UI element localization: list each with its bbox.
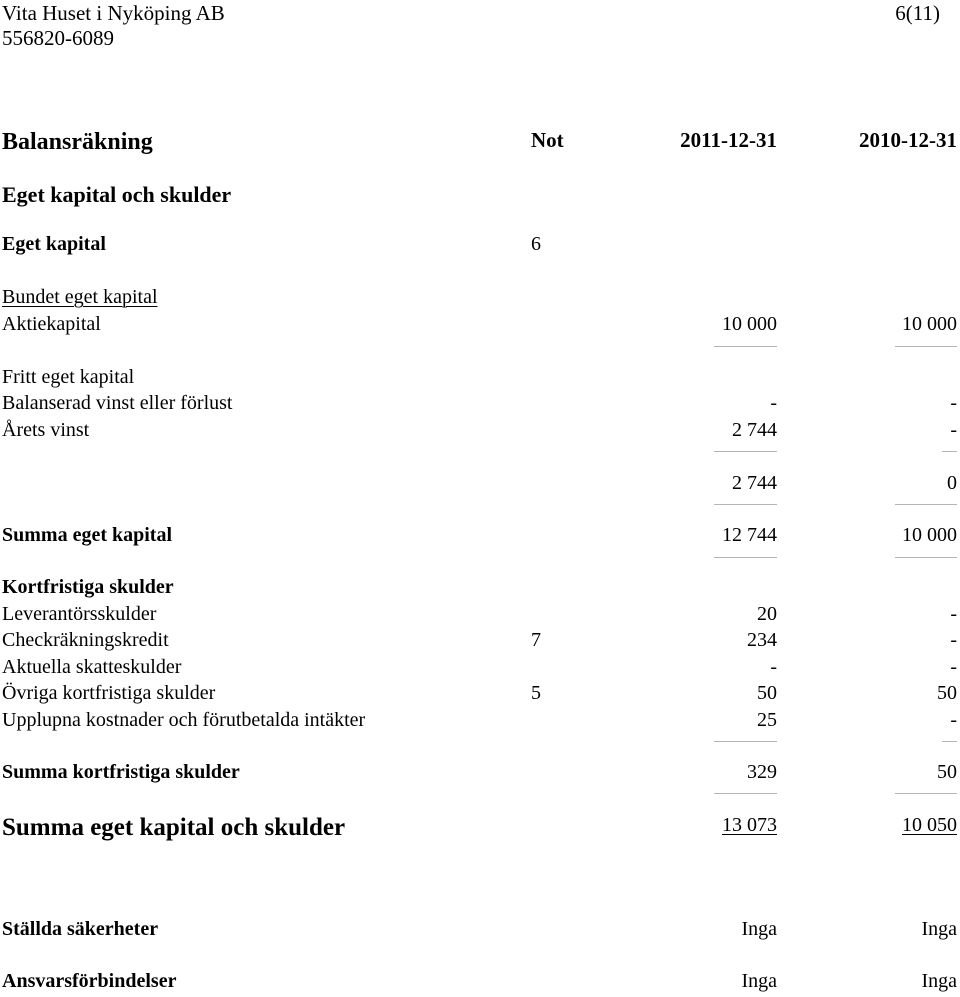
grand-total-2010: 10 050 bbox=[902, 814, 957, 836]
year2-column-header: 2010-12-31 bbox=[859, 128, 957, 152]
profit-2011: 2 744 bbox=[732, 419, 777, 441]
liability-row-2010: 50 bbox=[937, 682, 957, 704]
liability-row-label: Leverantörsskulder bbox=[2, 603, 157, 625]
liability-row-2011: 25 bbox=[757, 709, 777, 731]
share-capital-2010: 10 000 bbox=[902, 313, 957, 335]
liability-row-2011: - bbox=[770, 656, 777, 678]
share-capital-2011: 10 000 bbox=[722, 313, 777, 335]
company-name: Vita Huset i Nyköping AB bbox=[2, 1, 225, 25]
liability-row-2011: 234 bbox=[747, 629, 777, 651]
divider bbox=[895, 346, 957, 347]
divider bbox=[714, 741, 777, 742]
divider bbox=[714, 793, 777, 794]
divider bbox=[895, 557, 957, 558]
divider bbox=[895, 793, 957, 794]
pledged-assets-label: Ställda säkerheter bbox=[2, 918, 159, 940]
total-equity-label: Summa eget kapital bbox=[2, 524, 172, 546]
liability-row-2010: - bbox=[950, 603, 957, 625]
page-title: Balansräkning bbox=[2, 129, 153, 155]
equity-note: 6 bbox=[531, 233, 541, 255]
total-equity-2011: 12 744 bbox=[722, 524, 777, 546]
page-number: 6(11) bbox=[895, 1, 940, 25]
free-equity-subtotal-2011: 2 744 bbox=[732, 472, 777, 494]
total-liabilities-label: Summa kortfristiga skulder bbox=[2, 761, 240, 783]
total-liabilities-2011: 329 bbox=[747, 761, 777, 783]
liability-row-2010: - bbox=[950, 709, 957, 731]
equity-heading: Eget kapital bbox=[2, 233, 106, 255]
liability-row-note: 7 bbox=[531, 629, 541, 651]
free-equity-subtotal-2010: 0 bbox=[947, 472, 957, 494]
note-column-header: Not bbox=[531, 128, 564, 152]
pledged-assets-2011: Inga bbox=[741, 918, 777, 940]
retained-earnings-label: Balanserad vinst eller förlust bbox=[2, 392, 233, 414]
liability-row-label: Övriga kortfristiga skulder bbox=[2, 682, 216, 704]
profit-2010: - bbox=[950, 419, 957, 441]
divider bbox=[714, 346, 777, 347]
liabilities-heading: Kortfristiga skulder bbox=[2, 576, 174, 598]
liability-row-2011: 20 bbox=[757, 603, 777, 625]
section-title: Eget kapital och skulder bbox=[2, 182, 232, 207]
contingent-liabilities-2010: Inga bbox=[921, 970, 957, 992]
liability-row-label: Upplupna kostnader och förutbetalda intäkter bbox=[2, 709, 366, 731]
total-liabilities-2010: 50 bbox=[937, 761, 957, 783]
liability-row-2011: 50 bbox=[757, 682, 777, 704]
profit-label: Årets vinst bbox=[2, 419, 90, 441]
org-number: 556820-6089 bbox=[2, 26, 114, 50]
divider bbox=[942, 451, 957, 452]
total-equity-2010: 10 000 bbox=[902, 524, 957, 546]
liability-row-note: 5 bbox=[531, 682, 541, 704]
divider bbox=[714, 557, 777, 558]
liability-row-2010: - bbox=[950, 656, 957, 678]
retained-earnings-2011: - bbox=[770, 392, 777, 414]
pledged-assets-2010: Inga bbox=[921, 918, 957, 940]
share-capital-label: Aktiekapital bbox=[2, 313, 101, 335]
free-equity-heading: Fritt eget kapital bbox=[2, 366, 135, 388]
grand-total-2011: 13 073 bbox=[722, 814, 777, 836]
liability-row-label: Aktuella skatteskulder bbox=[2, 656, 182, 678]
year1-column-header: 2011-12-31 bbox=[680, 128, 777, 152]
grand-total-label: Summa eget kapital och skulder bbox=[2, 814, 346, 841]
contingent-liabilities-label: Ansvarsförbindelser bbox=[2, 970, 177, 992]
restricted-equity-heading: Bundet eget kapital bbox=[2, 286, 158, 308]
divider bbox=[942, 741, 957, 742]
liability-row-2010: - bbox=[950, 629, 957, 651]
divider bbox=[895, 504, 957, 505]
contingent-liabilities-2011: Inga bbox=[741, 970, 777, 992]
liability-row-label: Checkräkningskredit bbox=[2, 629, 169, 651]
divider bbox=[714, 451, 777, 452]
retained-earnings-2010: - bbox=[950, 392, 957, 414]
divider bbox=[714, 504, 777, 505]
